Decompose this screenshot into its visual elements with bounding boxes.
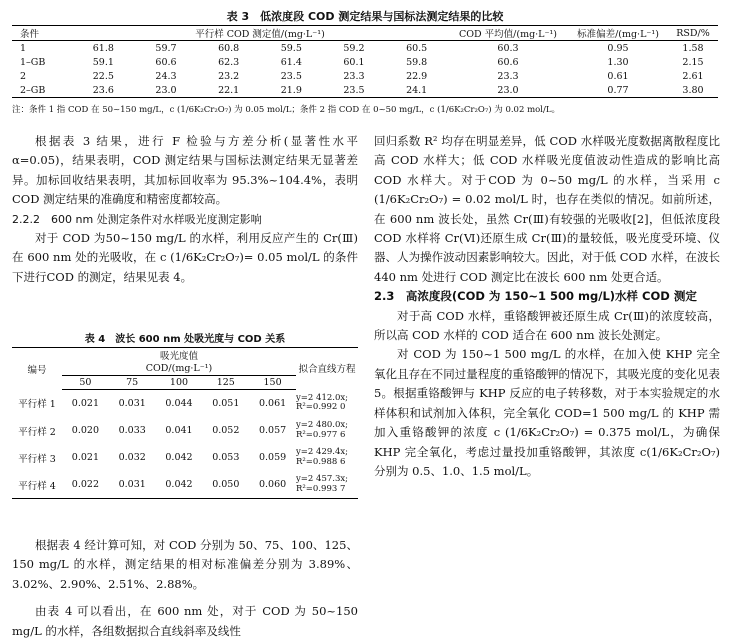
table4 <box>12 347 358 499</box>
right-paragraph-1: 回归系数 R² 均存在明显差异，低 COD 水样吸光度数据离散程度比高 COD 水样大；低 COD 水样吸光度值波动性造成的影响比高 COD 水样大。对于COD 为 0~50 mg/L 的水样，当采用 c (1/6K₂Cr₂O₇) = 0.02 mol/L 时，也存在类似的情况。如前所述，在 600 nm 波长处，虽然 Cr(Ⅲ)有较强的光吸收[2]，但低浓度段 COD 水样将 Cr(Ⅵ)还原生成 Cr(Ⅲ)的量较低，吸光度受环境、仪器、人为操作波动因素影响较大。因此，对于低 COD 水样，在波长 440 nm 处进行 COD 测定比在波长 600 nm 处更合适。 <box>374 134 720 284</box>
table3-cell: 23.6 <box>72 83 135 98</box>
subsection-heading-2-2-2: 2.2.2 600 nm 处测定条件对水样吸光度测定影响 <box>12 212 262 226</box>
table4-title: 表 4 波长 600 nm 处吸光度与 COD 关系 <box>84 334 286 345</box>
table3-note: 注：条件 1 指 COD 在 50~150 mg/L，c (1/6K₂Cr₂O₇) 为 0.05 mol/L；条件 2 指 COD 在 0~50 mg/L，c (1/6K₂Cr₂O₇) 为 0.02 mol/L。 <box>12 105 560 115</box>
table4-cell: 0.052 <box>212 425 240 436</box>
table4-cell: 0.053 <box>212 452 240 463</box>
table3-row <box>12 69 718 83</box>
table3-header-sd: 标准偏差/(mg·L⁻¹) <box>568 26 668 41</box>
table4-cell: 0.021 <box>71 398 99 409</box>
table3-cell: 60.3 <box>497 42 519 54</box>
table4-cell: 0.061 <box>258 398 287 409</box>
table4-row <box>12 444 358 471</box>
table3-cell: 0.77 <box>568 83 668 98</box>
table4-fit-equation <box>296 417 358 444</box>
fit-line: y=2 412.0x; <box>296 392 349 403</box>
table3-cell: 3.80 <box>668 83 718 98</box>
fit-r2: R²=0.988 6 <box>296 456 346 467</box>
table3-cell: 23.0 <box>135 83 198 98</box>
table3-title: 表 3 低浓度段 COD 测定结果与国标法测定结果的比较 <box>226 10 504 23</box>
table3-cell: 0.61 <box>607 70 629 82</box>
table4-row <box>12 417 358 444</box>
table3-cell: 62.3 <box>218 56 240 68</box>
fit-r2: R²=0.992 0 <box>296 402 346 413</box>
table4-header-fit: 拟合直线方程 <box>296 348 358 390</box>
table4-row-label: 平行样 1 <box>18 399 56 411</box>
table4-fit-equation <box>296 444 358 471</box>
table3-header-mean: COD 平均值/(mg·L⁻¹) <box>448 26 568 41</box>
table3-cell: 22.9 <box>406 70 428 82</box>
table3-cell: 23.5 <box>323 83 386 98</box>
table4-cell: 0.020 <box>71 425 99 436</box>
table3-cell: 59.2 <box>343 42 365 54</box>
table3-cell: 60.8 <box>218 42 240 54</box>
table3-cell: 1–GB <box>20 56 46 68</box>
fit-line: y=2 457.3x; <box>296 474 349 484</box>
table4-cod-level: 100 <box>156 376 203 390</box>
table4-row-label: 平行样 2 <box>18 426 56 438</box>
table3-cell: 59.5 <box>280 42 302 54</box>
left-column <box>12 132 358 287</box>
table4-header-cod: COD/(mg·L⁻¹) <box>62 362 296 376</box>
section-heading-2-3: 2.3 高浓度段(COD 为 150~1 500 mg/L)水样 COD 测定 <box>374 289 697 304</box>
table3-cell: 2–GB <box>12 83 72 98</box>
table4-cell: 0.051 <box>212 398 240 409</box>
right-paragraph-3: 对 COD 为 150~1 500 mg/L 的水样，在加入使 KHP 完全氧化且存在不同过量程度的重铬酸钾的情况下，其吸光度的变化见表 5。根据重铬酸钾与 KHP 反应的电子转移数，对于本实验规定的水样体积和试剂加入体积，完全氧化 COD=1 500 mg/L 的 KHP 需加入重铬酸钾的浓度 c (1/6K₂Cr₂O₇) = 0.375 mol/L，为确保 KHP 完全氧化，考虑过量投加重铬酸钾，其浓度 c(1/6K₂Cr₂O₇) 分别为 0.5、1.0、1.5 mol/L。 <box>374 347 720 478</box>
table4-fit-equation <box>296 471 358 499</box>
table4-header-no: 编号 <box>12 348 62 390</box>
table3-cell: 23.3 <box>343 70 365 82</box>
table3-cell: 59.1 <box>92 56 114 68</box>
left-paragraph-4: 由表 4 可以看出，在 600 nm 处，对于 COD 为 50~150 mg/L 的水样，各组数据拟合直线斜率及线性 <box>12 604 358 638</box>
table4-cell: 0.060 <box>249 471 296 499</box>
table3-cell: 2.61 <box>682 70 704 82</box>
table4-cell: 0.059 <box>258 452 287 463</box>
table4-row-label: 平行样 4 <box>12 471 62 499</box>
table3 <box>12 25 718 98</box>
table3-header-parallel: 平行样 COD 测定值/(mg·L⁻¹) <box>72 26 448 41</box>
table4-cell: 0.022 <box>62 471 109 499</box>
fit-r2: R²=0.977 6 <box>296 429 346 440</box>
left-paragraph-1: 根据表 3 结果，进行 F 检验与方差分析(显著性水平 α=0.05)，结果表明，COD 测定结果与国标法测定结果无显著差异。加标回收结果表明，其加标回收率为 95.3%~104.4%，表明 COD 测定结果的准确度和精密度都较高。 <box>12 134 358 207</box>
left-column-lower <box>12 536 358 641</box>
table4-fit-equation <box>296 390 358 418</box>
table4-row-label: 平行样 3 <box>18 453 56 465</box>
table3-row <box>12 55 718 69</box>
table3-cell: 22.5 <box>92 70 114 82</box>
table4-cell: 0.031 <box>118 398 146 409</box>
table4-cod-level: 150 <box>249 376 296 390</box>
table4-row <box>12 471 358 499</box>
table4-cell: 0.042 <box>156 471 203 499</box>
table3-cell: 1.30 <box>607 56 629 68</box>
table3-cell: 2 <box>20 70 27 82</box>
table4-cell: 0.042 <box>165 452 193 463</box>
table4-cell: 0.033 <box>118 425 146 436</box>
table4-cell: 0.050 <box>202 471 249 499</box>
table3-cell: 24.1 <box>385 83 448 98</box>
right-column <box>374 132 720 481</box>
table3-cell: 24.3 <box>155 70 177 82</box>
table4-cell: 0.031 <box>109 471 156 499</box>
table4-row <box>12 390 358 418</box>
table3-cell: 61.8 <box>92 42 114 54</box>
right-paragraph-2: 对于高 COD 水样，重铬酸钾被还原生成 Cr(Ⅲ)的浓度较高，所以高 COD 水样的 COD 适合在 600 nm 波长处测定。 <box>374 308 720 343</box>
table4-cell: 0.021 <box>71 452 99 463</box>
table3-cell: 23.3 <box>497 70 519 82</box>
fit-r2: R²=0.993 7 <box>296 483 346 494</box>
table3-row <box>12 41 718 56</box>
table3-cell: 59.7 <box>155 42 177 54</box>
table3-cell: 23.2 <box>218 70 240 82</box>
table3-cell: 21.9 <box>260 83 323 98</box>
left-paragraph-3: 根据表 4 经计算可知，对 COD 分别为 50、75、100、125、150 mg/L 的水样，测定结果的相对标准偏差分别为 3.89%、3.02%、2.90%、2.51%、2.88%。 <box>12 538 358 591</box>
table4-cod-level: 75 <box>109 376 156 390</box>
table3-cell: 1 <box>20 42 27 54</box>
table4-cell: 0.041 <box>165 425 193 436</box>
table3-cell: 2.15 <box>682 56 704 68</box>
table3-cell: 23.0 <box>448 83 568 98</box>
table3-cell: 23.5 <box>280 70 302 82</box>
table4-cell: 0.057 <box>258 425 287 436</box>
table3-row <box>12 83 718 98</box>
table3-cell: 22.1 <box>197 83 260 98</box>
table3-cell: 60.6 <box>155 56 177 68</box>
table3-cell: 1.58 <box>682 42 704 54</box>
table3-cell: 60.6 <box>497 56 519 68</box>
table4-cell: 0.044 <box>165 398 193 409</box>
table3-cell: 61.4 <box>280 56 302 68</box>
fit-line: y=2 429.4x; <box>296 447 349 457</box>
table4-header-absorbance: 吸光度值 <box>62 348 296 363</box>
table4-cod-level: 50 <box>62 376 109 390</box>
table3-header-rsd: RSD/% <box>668 26 718 41</box>
table4-cod-level: 125 <box>202 376 249 390</box>
table3-cell: 60.1 <box>343 56 365 68</box>
left-paragraph-2: 对于 COD 为50~150 mg/L 的水样，利用反应产生的 Cr(Ⅲ)在 600 nm 处的光吸收，在 c (1/6K₂Cr₂O₇)= 0.05 mol/L 的条件下进行COD 的测定，结果见表 4。 <box>12 231 358 284</box>
table3-header-condition: 条件 <box>12 26 72 41</box>
table4-cell: 0.032 <box>118 452 146 463</box>
table3-cell: 59.8 <box>406 56 428 68</box>
fit-line: y=2 480.0x; <box>296 420 349 430</box>
table3-cell: 0.95 <box>607 42 629 54</box>
table3-cell: 60.5 <box>406 42 428 54</box>
